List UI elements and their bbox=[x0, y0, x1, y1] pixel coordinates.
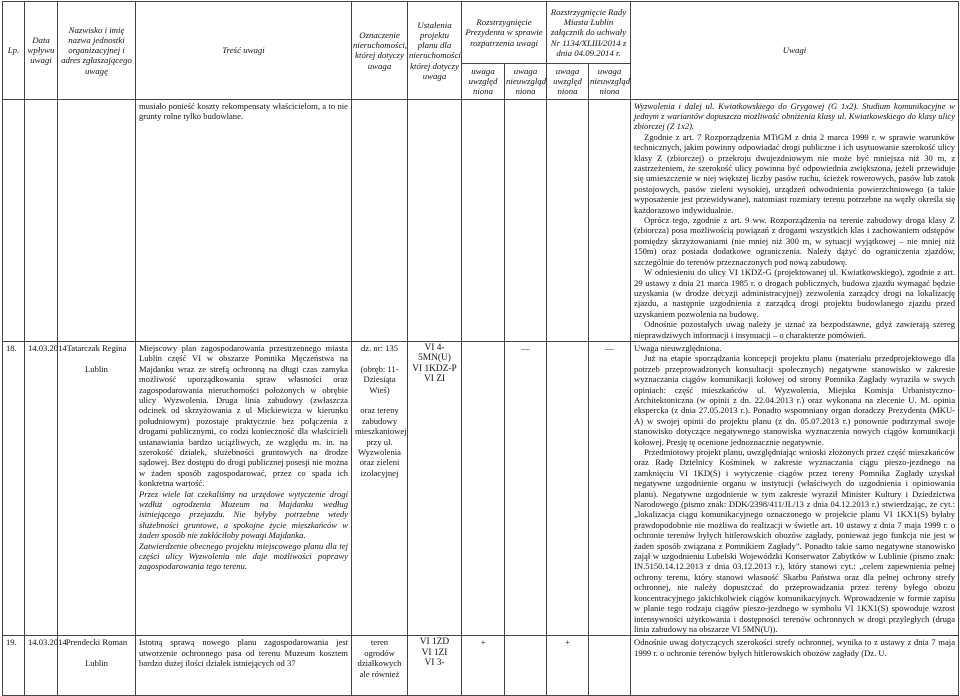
president-accepted: + bbox=[462, 636, 505, 696]
header-property: Oznaczenie nieruchomości, której dotyczy uwaga bbox=[352, 2, 408, 100]
remarks-line: Uwaga nieuwzględniona. bbox=[634, 342, 722, 353]
remarks-cell bbox=[631, 99, 959, 341]
header-remarks: Uwagi bbox=[631, 2, 959, 100]
content-paragraph: Przez wiele lat czekaliśmy na urzędowe wytyczenie drogi wzdłuż ogrodzenia Muzeum na Majdanku według istniejącego przejazdu. Nie byłyby potrzebne wtedy służebności gruntowe, a spokojne życie mieszkańców w żaden sposób nie zakłóciłoby powagi Majdanka. bbox=[139, 488, 348, 541]
header-name: Nazwisko i imię nazwa jednostki organizacyjnej i adres zgłaszającego uwagę bbox=[58, 2, 136, 100]
submission-date: 14.03.2014 bbox=[25, 636, 58, 696]
council-accepted bbox=[547, 341, 589, 635]
property-cell: dz. nr: 135 (obręb: 11-Dziesiąta Wieś) oraz tereny zabudowy mieszkaniowej przy ul. Wyzwolenia oraz zieleni izolacyjnej bbox=[352, 341, 408, 635]
row-number: 19. bbox=[3, 636, 25, 696]
submitter-cell bbox=[58, 341, 136, 635]
comments-table bbox=[2, 1, 959, 696]
header-findings: Ustalenia projektu planu dla nieruchomości której dotyczy uwaga bbox=[408, 2, 462, 100]
content-paragraph: Zatwierdzenie obecnego projektu miejscowego planu dla tej części ulicy Wyzwolenia nie daje możliwości poprawy zagospodarowania tego terenu. bbox=[139, 540, 348, 572]
header-lp: Lp. bbox=[3, 2, 25, 100]
remarks-line: Zgodnie z art. 7 Rozporządzenia MTiGM z dnia 2 marca 1999 r. w sprawie warunków technicznych, jakim powinny odpowiadać drogi publiczne i ich usytuowanie szerokość ulicy klasy Z (zbiorczej) o przekroju dwujezdniowym nie może być mniejsza niż 30 m, z zastrzeżeniem, że szerokość ulicy powinna być odpowiednia zwiększona, jeżeli przewiduje się umieszczenie w niej większej liczby pasów ruchu, ścieżek rowerowych, pasów lub zatok postojowych, pasów zieleni wysokiej, urządzeń odwodnienia powierzchniowego (a takie wyposażenie jest przewidywane), natomiast rozmiary terenu potrzebne na węzły określa się każdorazowo indywidualnie. bbox=[634, 131, 956, 215]
submission-date: 14.03.2014 bbox=[25, 341, 58, 635]
submitter-city: Lublin bbox=[85, 363, 108, 374]
submitter-cell bbox=[58, 636, 136, 696]
submitter-name: Prendecki Roman bbox=[65, 637, 128, 648]
remarks-line: W odniesieniu do ulicy VI 1KDZ-G (projektowanej ul. Kwiatkowskiego), zgodnie z art. 29 ustawy z dnia 21 marca 1985 r. o drogach publicznych, budowa zjazdu wymagać będzie uzyskania (w drodze decyzji administracyjnej) zezwolenia zarządcy drogi na lokalizację zjazdu, a następnie uzgodnienia z zarządcą drogi projektu budowlanego zjazdu przed uzyskaniem pozwolenia na budowę. bbox=[634, 267, 956, 319]
remarks-line: Odnośnie pozostałych uwag należy je uznać za bezpodstawne, gdyż zawierają szereg nieprawdziwych informacji i insynuacji – o charakterze pomówień. bbox=[634, 319, 956, 340]
row-number: 18. bbox=[3, 341, 25, 635]
submitter-name: Tatarczak Regina bbox=[66, 342, 127, 353]
header-council-rejected: uwaga nieuwzgląd niona bbox=[589, 64, 631, 100]
header-council: Rozstrzygnięcie Rady Miasta Lublin załącznik do uchwały Nr 1134/XLIII/2014 z dnia 04.09.2014 r. bbox=[547, 2, 631, 64]
president-accepted bbox=[462, 341, 505, 635]
remarks-line: Przedmiotowy projekt planu, uwzględniając wnioski złożonych przez część mieszkańców oraz Radę Dzielnicy Kośminek w zakresie wyznaczania ciągu pieszo-jezdnego na zamknięciu VI 1KD(S) i wytyczenie ciągów przez tereny Pomnika Zagłady uzyskał negatywne uzgodnienie organu w instytucji (właściwych do uzgodnienia i opiniowania planu). Negatywne uzgodnienie w tym zakresie wyraził Minister Kultury i Dziedzictwa Narodowego (pismo znak: DDK/2398/411/JL/13 z dnia 04.12.2013 r.) stwierdzając, że cyt.: „lokalizacja ciągu komunikacyjnego oznaczonego w projekcie planu VI 1KX1(S) byłaby prawdopodobnie nie możliwa do realizacji w świetle art. 10 ustawy z dnia 7 maja 1999 r. o ochronie terenów byłych hitlerowskich obozów zagłady, ponieważ jego funkcja nie jest w żaden sposób związana z Pomnikiem Zagłady”. Ponadto takie samo negatywne stanowisko zajął w uzgodnieniu Lubelski Wojewódzki Konserwator Zabytków w Lublinie (pismo znak: IN.5150.14.12.2013 z dnia 03.12.2013 r.), który stanowi cyt.: „celem zapewnienia pełnej ochrony terenu, który stanowi własność Skarbu Państwa oraz dla pełnej ochrony strefy ochronnej, nie należy dopuszczać do przeprowadzania przez tereny byłego obozu koncentracyjnego jakichkolwiek ciągów komunikacyjnych. Wprowadzenie w formie zapisu w planie tego rodzaju ciągów pieszo-jezdnego w symbolu VI 1KX1(S) spowoduje wzrost intensywności użytkowania i dostępności terenów ochronnych w drogi przyległych (druga linia zabudowy na obszarze VI 5MN(U)). bbox=[634, 447, 956, 634]
property-cell: teren ogrodów działkowych ale również bbox=[352, 636, 408, 696]
content-cell: Istotną sprawą nowego planu zagospodarowania jest utworzenie ochronnego pasa od terenu Muzeum kosztem bardzo dużej ilości działek istniejących od 37 bbox=[136, 636, 352, 696]
content-paragraph: Miejscowy plan zagospodarowania przestrzennego miasta Lublin część VI w obszarze Pomnika Męczeństwa na Majdanku wraz ze strefą ochronną na długi czas zamyka możliwość uporządkowania spraw własności oraz zagospodarowania nieruchomości położonych w obrębie ulicy Wyzwolenia. Druga linia zabudowy (zwłaszcza odcinek od skrzyżowania z ul Mickiewicza w kierunku południowym) pozostaje praktycznie bez połączenia z drogami publicznymi, co rodzi konieczność dla właścicieli ustanawiania bardzo uciążliwych, ze względu m. in. na szerokość działek, służebności gruntowych na drodze sądowej. Bez dostępu do drogi publicznej posesji nie można w żaden sposób zagospodarować, przez co spada ich konkretna wartość. bbox=[139, 342, 348, 489]
header-council-accepted: uwaga uwzględ niona bbox=[547, 64, 589, 100]
council-accepted: + bbox=[547, 636, 589, 696]
content-cell bbox=[136, 341, 352, 635]
findings-cell: VI 4-5MN(U) VI 1KDZ-P VI ZI bbox=[408, 341, 462, 635]
header-president-accepted: uwaga uwzględ niona bbox=[462, 64, 505, 100]
table-row-continuation bbox=[3, 99, 959, 341]
remarks-line: Oprócz tego, zgodnie z art. 9 ww. Rozporządzenia na terenie zabudowy droga klasy Z (zbiorcza) posa możliwością powiązań z drogami wszystkich klas i zachowaniem odstępów pomiędzy skrzyżowaniami (nie mniej niż 300 m, w sytuacji wyjątkowej – nie mniej niż 150m) oraz posiada dodatkowe ograniczenia. Należy dążyć do ograniczenia zjazdów, szczególnie do terenów przeznaczonych pod nową zabudowę. bbox=[634, 215, 956, 267]
council-rejected: — bbox=[589, 341, 631, 635]
remarks-cell: Odnośnie uwag dotyczących szerokości strefy ochronnej, wynika to z ustawy z dnia 7 maja 1999 r. o ochronie terenów byłych hitlerowskich obozów zagłady (Dz. U. bbox=[631, 636, 959, 696]
header-president-rejected: uwaga nieuwzgląd niona bbox=[505, 64, 547, 100]
council-rejected bbox=[589, 636, 631, 696]
remarks-cell bbox=[631, 341, 959, 635]
president-rejected: — bbox=[505, 341, 547, 635]
table-row-19 bbox=[3, 636, 959, 696]
content-cell: musiało ponieść koszty rekompensaty właścicielom, a to nie grunty rolne tylko budowlane. bbox=[136, 99, 352, 341]
submitter-city: Lublin bbox=[85, 658, 108, 669]
table-row-18 bbox=[3, 341, 959, 635]
header-content: Treść uwagi bbox=[136, 2, 352, 100]
header-date: Data wpływu uwagi bbox=[25, 2, 58, 100]
remarks-line: Już na etapie sporządzania koncepcji projektu planu (materiału przedprojektowego dla potrzeb przeprowadzonych konsultacji społecznych) negatywne stanowisko w zakresie wyznaczania ciągów komunikacji kołowej od strony Pomnika Zagłady wyraziła w swych opiniach: część mieszkańców ul. Wyzwolenia, Miejska Komisja Urbanistyczno-Architektoniczna (w opinii z dn. 22.04.2013 r.) oraz wykonana na zlecenie U. M. opinia ekspercka (z dnia 27.05.2013 r.). Ponadto wspomniany organ doradczy Prezydenta (MKU-A) w swojej opinii do projektu planu (z dn. 05.07.2013 r.) ponownie podtrzymał swoje stanowisko dotyczące negatywnego stanowiska wyznaczenia nowych ciągów komunikacji kołowej. Presję tę ocenione jednoznacznie negatywnie. bbox=[634, 353, 956, 447]
header-president: Rozstrzygnięcie Prezydenta w sprawie rozpatrzenia uwagi bbox=[462, 2, 547, 64]
findings-cell: VI 1ZD VI 1ZI VI 3- bbox=[408, 636, 462, 696]
president-rejected bbox=[505, 636, 547, 696]
remarks-line: Wyzwolenia i dalej ul. Kwiatkowskiego do Grygowej (G 1x2). Studium komunikacyjne w jednym z wariantów dopuszcza możliwość obniżenia klasy ul. Kwiatkowskiego do klasy ulicy zbiorczej (Z 1x2). bbox=[634, 100, 956, 132]
